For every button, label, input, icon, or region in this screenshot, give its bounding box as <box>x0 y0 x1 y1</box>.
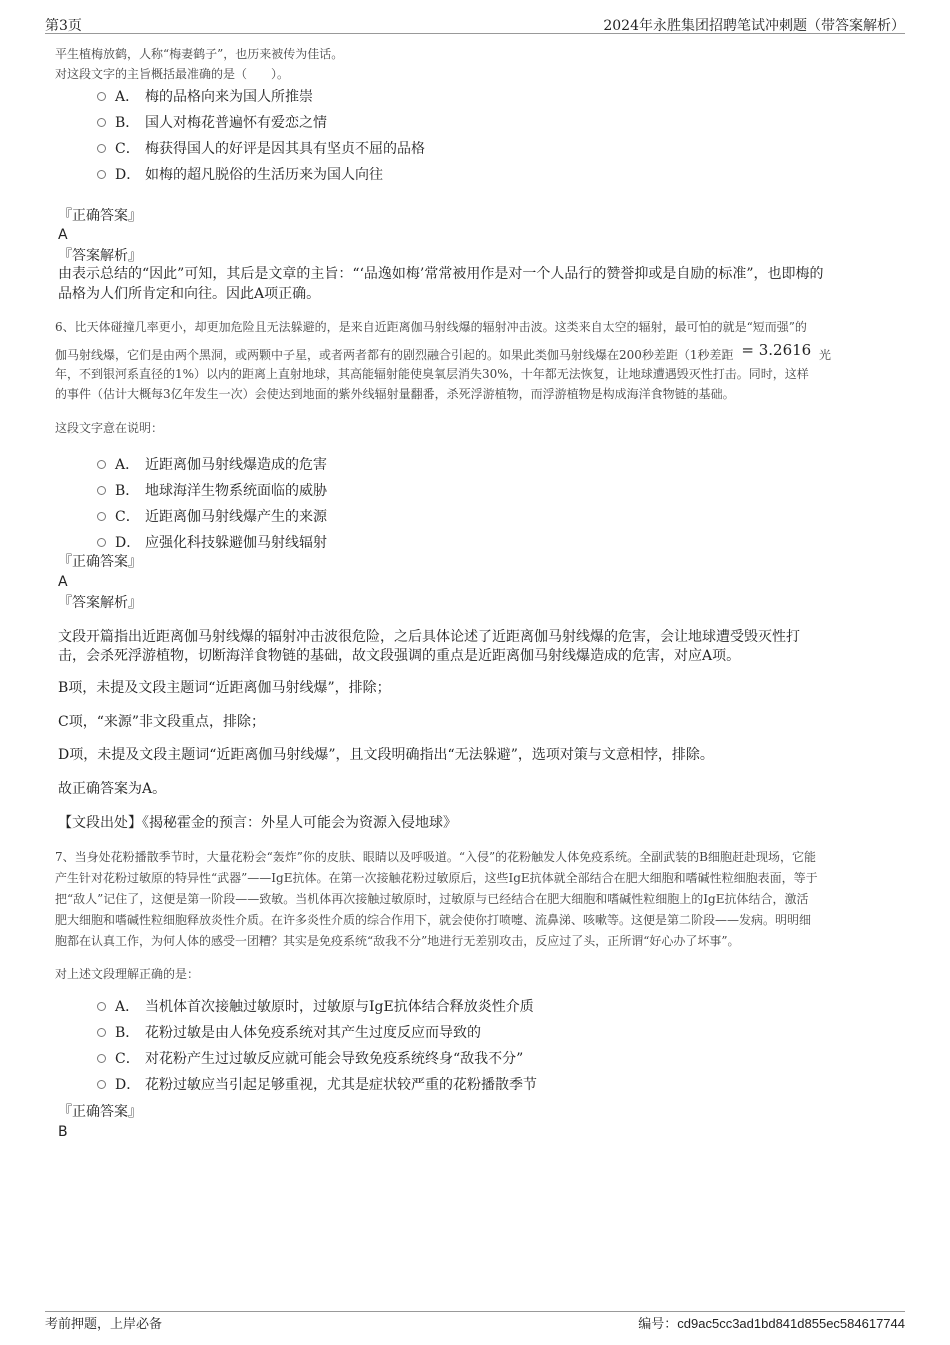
q7-stem: 对上述文段理解正确的是： <box>55 967 200 981</box>
option-text: 地球海洋生物系统面临的威胁 <box>145 483 327 499</box>
radio-icon[interactable] <box>97 1080 106 1089</box>
option-text: 近距离伽马射线爆产生的来源 <box>145 509 327 525</box>
q5-answer: A <box>58 227 68 243</box>
q6-option-c[interactable] <box>97 505 327 527</box>
option-letter: C． <box>115 509 140 525</box>
q6-analysis-d: D项，未提及文段主题词“近距离伽马射线爆”，且文段明确指出“无法躲避”，选项对策与文意相悖，排除。 <box>58 747 714 763</box>
q6-passage-line-1: 6、比天体碰撞几率更小，却更加危险且无法躲避的，是来自近距离伽马射线爆的辐射冲击波。这类来自太空的辐射，最可怕的就是“短而强”的 <box>55 320 807 334</box>
option-text: 花粉过敏应当引起足够重视，尤其是症状较严重的花粉播散季节 <box>145 1077 537 1093</box>
q5-analysis-label: 『答案解析』 <box>58 248 142 264</box>
q7-option-b[interactable] <box>97 1021 481 1043</box>
radio-icon[interactable] <box>97 538 106 547</box>
q5-analysis-line-1: 由表示总结的“因此”可知，其后是文章的主旨：“‘品逸如梅’常常被用作是对一个人品行的赞誉抑或是自励的标准”，也即梅的 <box>58 266 824 282</box>
q7-passage-line-2: 产生针对花粉过敏原的特异性“武器”——IgE抗体。在第一次接触花粉过敏原后，这些IgE抗体就全部结合在肥大细胞和嗜碱性粒细胞表面，等于 <box>55 871 818 885</box>
q6-option-d[interactable] <box>97 531 327 553</box>
option-letter: A． <box>115 457 140 473</box>
radio-icon[interactable] <box>97 1002 106 1011</box>
radio-icon[interactable] <box>97 1054 106 1063</box>
q6-source: 【文段出处】《揭秘霍金的预言：外星人可能会为资源入侵地球》 <box>58 815 457 831</box>
radio-icon[interactable] <box>97 460 106 469</box>
footer-code <box>638 1313 905 1332</box>
radio-icon[interactable] <box>97 144 106 153</box>
q6-analysis-c: C项，“来源”非文段重点，排除； <box>58 714 266 730</box>
option-text: 如梅的超凡脱俗的生活历来为国人向往 <box>145 167 383 183</box>
q7-option-a[interactable] <box>97 995 534 1017</box>
radio-icon[interactable] <box>97 1028 106 1037</box>
q6-analysis-conclusion: 故正确答案为A。 <box>58 781 167 797</box>
q6-formula: = 3.2616 <box>741 341 812 359</box>
option-text: 当机体首次接触过敏原时，过敏原与IgE抗体结合释放炎性介质 <box>145 999 534 1015</box>
option-letter: D． <box>115 535 141 551</box>
option-text: 花粉过敏是由人体免疫系统对其产生过度反应而导致的 <box>145 1025 481 1041</box>
q6-answer: A <box>58 574 68 590</box>
q6-option-a[interactable] <box>97 453 327 475</box>
q5-answer-label: 『正确答案』 <box>58 208 142 224</box>
q7-passage-line-4: 肥大细胞和嗜碱性粒细胞释放炎性介质。在许多炎性介质的综合作用下，就会使你打喷嚏、流鼻涕、咳嗽等。这便是第二阶段——发病。明明细 <box>55 913 812 927</box>
option-letter: D． <box>115 167 141 183</box>
option-text: 近距离伽马射线爆造成的危害 <box>145 457 327 473</box>
option-text: 梅获得国人的好评是因其具有坚贞不屈的品格 <box>145 141 425 157</box>
option-letter: B． <box>115 115 140 131</box>
radio-icon[interactable] <box>97 118 106 127</box>
option-letter: C． <box>115 1051 140 1067</box>
q6-passage-line-2 <box>55 341 832 366</box>
document-title: 2024年永胜集团招聘笔试冲刺题（带答案解析） <box>603 18 905 34</box>
q7-option-c[interactable] <box>97 1047 523 1069</box>
q6-stem: 这段文字意在说明： <box>55 421 164 435</box>
q7-answer-label: 『正确答案』 <box>58 1104 142 1120</box>
q5-passage-tail: 平生植梅放鹤，人称“梅妻鹤子”，也历来被传为佳话。 <box>55 47 344 61</box>
q6-passage-line-2a: 伽马射线爆，它们是由两个黑洞，或两颗中子星，或者两者都有的剧烈融合引起的。如果此类伽马射线爆在200秒差距（1秒差距 <box>55 348 734 362</box>
option-letter: A． <box>115 999 140 1015</box>
radio-icon[interactable] <box>97 92 106 101</box>
q6-analysis-b: B项，未提及文段主题词“近距离伽马射线爆”，排除； <box>58 680 391 696</box>
option-letter: B． <box>115 1025 140 1041</box>
option-text: 国人对梅花普遍怀有爱恋之情 <box>145 115 327 131</box>
q7-passage-line-3: 把“敌人”记住了，这便是第一阶段——致敏。当机体再次接触过敏原时，过敏原与已经结合在肥大细胞和嗜碱性粒细胞上的IgE抗体结合，激活 <box>55 892 809 906</box>
footer-divider <box>45 1311 905 1312</box>
q7-answer: B <box>58 1124 68 1140</box>
footer-code-label: 编号： <box>638 1317 678 1332</box>
q6-analysis-line-2: 击，会杀死浮游植物，切断海洋食物链的基础，故文段强调的重点是近距离伽马射线爆造成的危害，对应A项。 <box>58 648 741 664</box>
q5-stem: 对这段文字的主旨概括最准确的是（ ）。 <box>55 67 290 81</box>
radio-icon[interactable] <box>97 486 106 495</box>
option-letter: B． <box>115 483 140 499</box>
q6-passage-line-4: 的事件（估计大概每3亿年发生一次）会使达到地面的紫外线辐射量翻番，杀死浮游植物，而浮游植物是构成海洋食物链的基础。 <box>55 387 735 401</box>
q5-option-d[interactable] <box>97 163 383 185</box>
footer-code-value: cd9ac5cc3ad1bd841d855ec584617744 <box>677 1316 905 1331</box>
q5-analysis-line-2: 品格为人们所肯定和向往。因此A项正确。 <box>58 286 321 302</box>
header-divider <box>45 33 905 34</box>
option-text: 应强化科技躲避伽马射线辐射 <box>145 535 327 551</box>
radio-icon[interactable] <box>97 170 106 179</box>
q5-option-c[interactable] <box>97 137 425 159</box>
option-letter: A． <box>115 89 140 105</box>
q6-option-b[interactable] <box>97 479 327 501</box>
q6-passage-line-3: 年，不到银河系直径的1%）以内的距离上直射地球，其高能辐射能使臭氧层消失30%，十年都无法恢复，让地球遭遇毁灭性打击。同时，这样 <box>55 367 809 381</box>
q7-passage-line-1: 7、当身处花粉播散季节时，大量花粉会“轰炸”你的皮肤、眼睛以及呼吸道。“入侵”的花粉触发人体免疫系统。全副武装的B细胞赶赴现场，它能 <box>55 850 816 864</box>
footer-slogan: 考前押题，上岸必备 <box>45 1317 163 1332</box>
option-text: 梅的品格向来为国人所推崇 <box>145 89 313 105</box>
q6-answer-label: 『正确答案』 <box>58 554 142 570</box>
q6-analysis-line-1: 文段开篇指出近距离伽马射线爆的辐射冲击波很危险，之后具体论述了近距离伽马射线爆的危害，会让地球遭受毁灭性打 <box>58 629 800 645</box>
q7-passage-line-5: 胞都在认真工作，为何人体的感受一团糟？其实是免疫系统“敌我不分”地进行无差别攻击，反应过了头，正所谓“好心办了坏事”。 <box>55 934 740 948</box>
option-letter: D． <box>115 1077 141 1093</box>
option-text: 对花粉产生过过敏反应就可能会导致免疫系统终身“敌我不分” <box>145 1051 524 1067</box>
page-number: 第3页 <box>45 18 82 34</box>
option-letter: C． <box>115 141 140 157</box>
radio-icon[interactable] <box>97 512 106 521</box>
q7-option-d[interactable] <box>97 1073 537 1095</box>
q6-analysis-label: 『答案解析』 <box>58 595 142 611</box>
q6-passage-line-2b: 光 <box>819 348 832 362</box>
q5-option-a[interactable] <box>97 85 313 107</box>
q5-option-b[interactable] <box>97 111 327 133</box>
